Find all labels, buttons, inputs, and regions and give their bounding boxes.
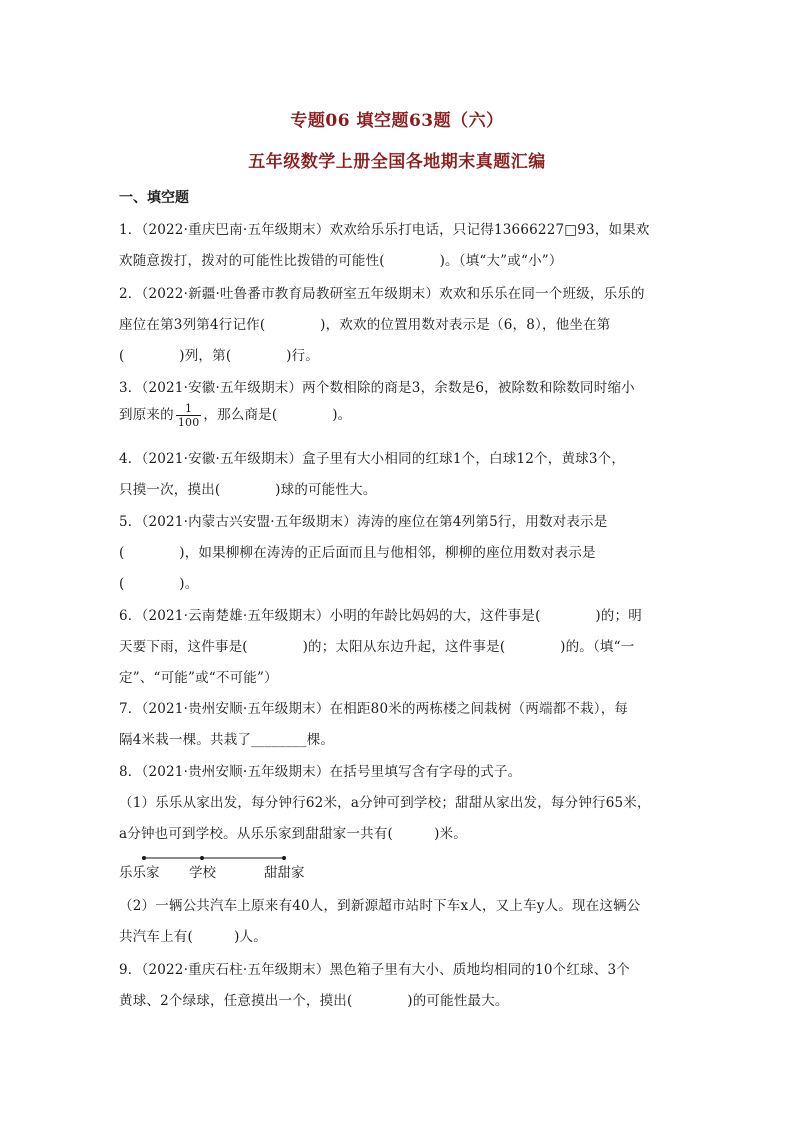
q5-line-3: ( )。 [119,576,199,592]
q2-line-2: 座位在第3列第4行记作( )，欢欢的位置用数对表示是（6，8），他坐在第 [119,317,611,333]
q3-text-before: 到原来的 [119,407,174,423]
q1-line-1: 1．（2022·重庆巴南·五年级期末）欢欢给乐乐打电话，只记得13666227□93，如果欢 [119,222,650,238]
q3-line-2 [119,402,351,429]
q8-part2-line-1: （2）一辆公共汽车上原来有40人，到新源超市站时下车x人，又上车y人。现在这辆公 [119,898,641,914]
q8-line-2: （1）乐乐从家出发，每分钟行62米，a分钟可到学校；甜甜从家出发，每分钟行65米， [119,795,651,811]
q8-line-3: a分钟也可到学校。从乐乐家到甜甜家一共有( )米。 [119,826,467,842]
q3-line-1: 3．（2021·安徽·五年级期末）两个数相除的商是3，余数是6，被除数和除数同时缩小 [119,380,635,396]
q7-line-1: 7．（2021·贵州安顺·五年级期末）在相距80米的两栋楼之间栽树（两端都不栽），每 [119,701,629,717]
route-diagram [119,852,419,882]
fraction [176,402,202,429]
section-heading: 一、填空题 [119,190,189,206]
q9-line-1: 9．（2022·重庆石柱·五年级期末）黑色箱子里有大小、质地均相同的10个红球、3个 [119,962,630,978]
q5-line-1: 5．（2021·内蒙古兴安盟·五年级期末）涛涛的座位在第4列第5行，用数对表示是 [119,514,608,530]
q6-line-3: 定”、“可能”或“不可能”） [119,670,278,686]
q6-line-2: 天要下雨，这件事是( )的；太阳从东边升起，这件事是( )的。（填“一 [119,639,635,655]
label-school: 学校 [189,865,216,881]
q9-line-2: 黄球、2个绿球，任意摸出一个，摸出( )的可能性最大。 [119,993,509,1009]
q1-line-2: 欢随意拨打，拨对的可能性比拨错的可能性( )。（填“大”或“小”） [119,253,563,269]
fraction-denominator: 100 [177,416,200,429]
q3-text-after: ，那么商是( )。 [203,407,352,423]
q6-line-1: 6．（2021·云南楚雄·五年级期末）小明的年龄比妈妈的大，这件事是( )的；明 [119,608,642,624]
q4-line-2: 只摸一次，摸出( )球的可能性大。 [119,482,377,498]
q5-line-2: ( )，如果柳柳在涛涛的正后面而且与他相邻，柳柳的座位用数对表示是 [119,545,596,561]
title-line-2: 五年级数学上册全国各地期末真题汇编 [248,152,546,172]
label-lele-home: 乐乐家 [119,865,160,881]
q8-line-1: 8．（2021·贵州安顺·五年级期末）在括号里填写含有字母的式子。 [119,764,522,780]
q4-line-1: 4．（2021·安徽·五年级期末）盒子里有大小相同的红球1个，白球12个，黄球3个， [119,451,626,467]
q8-part2-line-2: 共汽车上有( )人。 [119,929,267,945]
label-tiantian-home: 甜甜家 [264,865,305,881]
q7-line-2: 隔4米栽一棵。共栽了________棵。 [119,732,335,748]
title-line-1: 专题06 填空题63题（六） [290,111,504,131]
q2-line-1: 2．（2022·新疆·吐鲁番市教育局教研室五年级期末）欢欢和乐乐在同一个班级，乐乐的 [119,286,645,302]
q2-line-3: ( )列，第( )行。 [119,348,319,364]
fraction-numerator: 1 [176,402,202,416]
